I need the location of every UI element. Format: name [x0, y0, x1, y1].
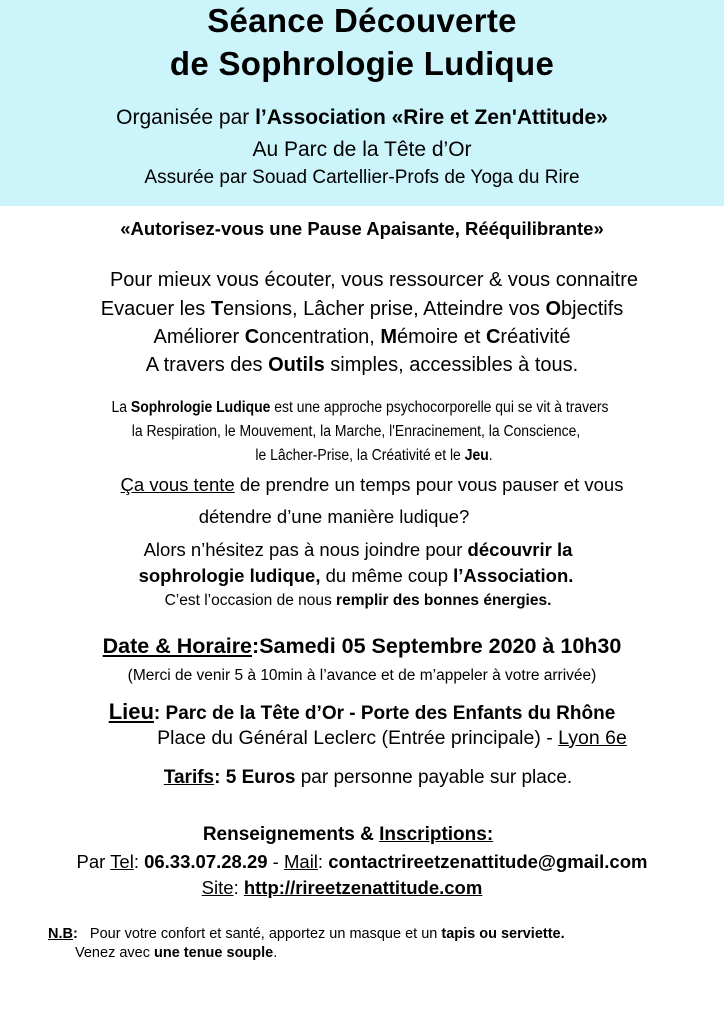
benefit-line-3	[0, 326, 724, 349]
date-sep: :	[252, 634, 260, 658]
desc-bold: Sophrologie Ludique	[130, 399, 271, 416]
benefit-text: émoire et	[397, 326, 486, 348]
contact-text: :	[233, 877, 244, 898]
place-sep: :	[153, 703, 166, 724]
invitation-line-2	[0, 565, 718, 587]
invitation-bold: remplir des bonnes énergies.	[336, 592, 552, 609]
invitation-bold: l’Association.	[453, 565, 574, 586]
price-value: 5 Euros	[225, 767, 296, 788]
tel-value[interactable]: 06.33.07.28.29	[144, 851, 268, 872]
invitation-text: Alors n’hésitez pas à nous joindre pour	[143, 539, 468, 560]
contact-text: Par	[76, 851, 111, 872]
benefit-text: Evacuer les	[100, 298, 211, 320]
description-line-3	[48, 447, 700, 465]
organizer-name: l’Association «Rire et Zen'Attitude»	[255, 106, 608, 129]
desc-text: le Lâcher-Prise, la Créativité et le	[255, 447, 465, 464]
invitation-bold: découvrir la	[467, 539, 573, 560]
place-line-2	[30, 727, 724, 750]
contact-text: -	[267, 851, 284, 872]
desc-bold: Jeu	[464, 447, 489, 464]
invitation-text: du même coup	[320, 565, 454, 586]
benefit-text: réativité	[500, 326, 571, 348]
question-line-2: détendre d’une manière ludique?	[198, 506, 470, 527]
site-link[interactable]: http://rireetzenattitude.com	[243, 877, 483, 898]
date-label: Date & Horaire	[102, 634, 253, 658]
note-text: Pour votre confort et santé, apportez un masque et un	[77, 926, 442, 942]
benefit-text: A travers des	[145, 354, 269, 376]
desc-text: .	[488, 447, 493, 464]
tel-label: Tel	[110, 851, 134, 872]
benefit-text: ensions, Lâcher prise, Atteindre vos	[223, 298, 546, 320]
benefit-letter: T	[210, 298, 224, 320]
place-value: Parc de la Tête d’Or - Porte des Enfants du Rhône	[165, 703, 616, 724]
organizer-prefix: Organisée par	[116, 106, 256, 129]
benefit-text: Améliorer	[153, 326, 245, 348]
title-line-2: de Sophrologie Ludique	[169, 45, 555, 82]
contact-title-text: Renseignements &	[202, 824, 380, 845]
contact-title-underlined: Inscriptions:	[379, 824, 494, 845]
place-label: Lieu	[108, 699, 154, 724]
contact-site-line	[0, 877, 704, 899]
title-line-1: Séance Découverte	[207, 2, 517, 39]
note-label: N.B	[48, 926, 73, 942]
date-line	[0, 634, 724, 659]
price-label: Tarifs	[163, 767, 215, 788]
header-banner	[0, 0, 724, 206]
place-city: Lyon 6e	[558, 727, 627, 749]
place-line-1	[0, 699, 724, 725]
desc-text: est une approche psychocorporelle qui se vit à travers	[270, 399, 609, 416]
contact-text: :	[133, 851, 145, 872]
mail-label: Mail	[284, 851, 318, 872]
invitation-bold: sophrologie ludique,	[138, 565, 321, 586]
invitation-line-3	[0, 592, 720, 610]
note-line-2	[75, 945, 277, 961]
question-text: de prendre un temps pour vous pauser et vous	[234, 474, 624, 495]
price-line	[6, 767, 724, 789]
tagline: «Autorisez-vous une Pause Apaisante, Rééquilibrante»	[120, 218, 604, 239]
price-text: par personne payable sur place.	[295, 767, 573, 788]
benefit-letter: C	[485, 326, 501, 348]
site-label: Site	[201, 877, 234, 898]
question-underlined: Ça vous tente	[120, 474, 235, 495]
benefit-letter: O	[545, 298, 561, 320]
benefit-letter: C	[244, 326, 260, 348]
place-text: Place du Général Leclerc (Entrée principale) -	[157, 727, 559, 749]
organizer-line	[0, 106, 724, 130]
note-bold: une tenue souple	[154, 945, 274, 961]
invitation-text: C’est l’occasion de nous	[164, 592, 337, 609]
host-line: Assurée par Souad Cartellier-Profs de Yoga du Rire	[144, 167, 580, 188]
benefit-text: simples, accessibles à tous.	[324, 354, 579, 376]
price-sep: :	[214, 767, 226, 788]
benefit-letter: M	[380, 326, 398, 348]
note-line-1	[48, 926, 565, 942]
benefit-text: oncentration,	[259, 326, 381, 348]
contact-tel-mail-line	[0, 851, 724, 873]
contact-title	[0, 824, 710, 846]
description-line-2: la Respiration, le Mouvement, la Marche, l'Enracinement, la Conscience,	[131, 423, 581, 440]
description-line-1	[34, 399, 686, 417]
contact-text: :	[317, 851, 329, 872]
location-line: Au Parc de la Tête d’Or	[252, 138, 472, 161]
arrival-note: (Merci de venir 5 à 10min à l’avance et de m’appeler à votre arrivée)	[127, 667, 597, 684]
question-line-1	[10, 474, 724, 496]
invitation-line-1	[0, 539, 720, 561]
benefit-line-4	[0, 354, 724, 377]
note-text: .	[273, 945, 278, 961]
benefit-line-1: Pour mieux vous écouter, vous ressourcer & vous connaitre	[109, 269, 639, 291]
benefit-line-2	[0, 298, 724, 321]
note-sep: :	[72, 926, 78, 942]
note-bold: tapis ou serviette.	[441, 926, 565, 942]
benefit-text: bjectifs	[561, 298, 624, 320]
benefit-bold: Outils	[268, 354, 325, 376]
desc-text: La	[111, 399, 131, 416]
date-value: Samedi 05 Septembre 2020 à 10h30	[259, 634, 622, 658]
mail-link[interactable]: contactrireetzenattitude@gmail.com	[328, 851, 648, 872]
note-text: Venez avec	[75, 945, 154, 961]
